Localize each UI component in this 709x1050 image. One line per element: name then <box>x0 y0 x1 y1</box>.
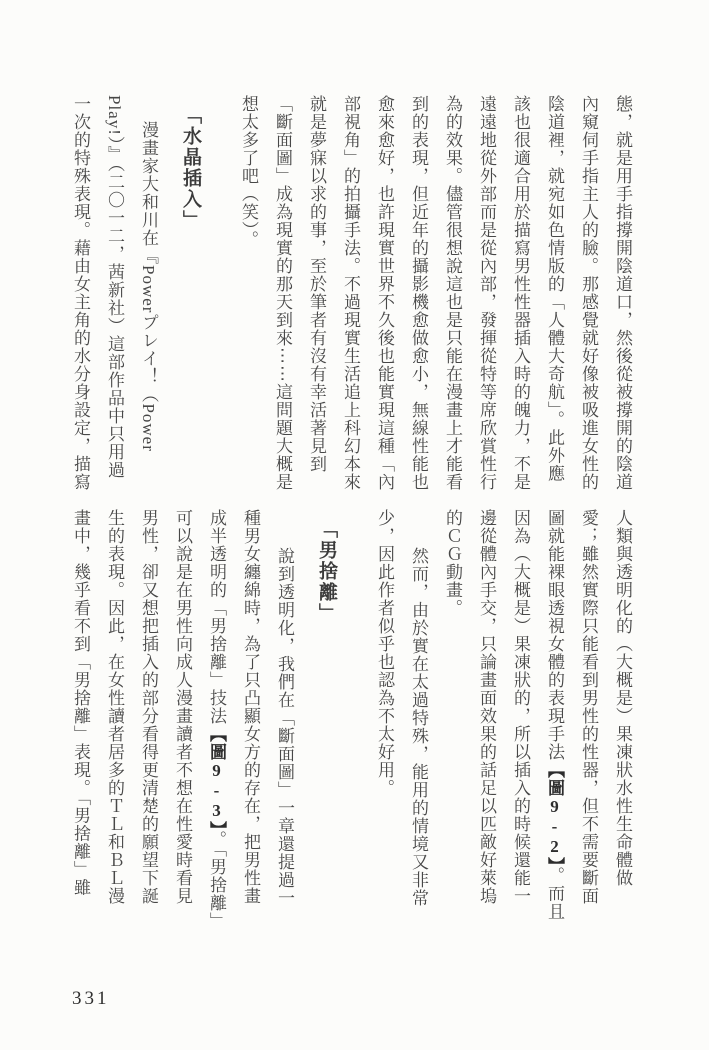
text-run: Play!）』（二〇一二，茜新社）這部作品中只用過 <box>105 95 124 479</box>
text-run: 態，就是用手指撐開陰道口，然後從被撐開的陰道 <box>613 95 632 491</box>
text-run: 為的效果。儘管很想說這也是只能在漫畫上才能看 <box>443 95 462 491</box>
text-column <box>401 95 435 515</box>
text-run: 到的表現，但近年的攝影機愈做愈小，無線性能也 <box>409 95 428 491</box>
text-run: 陰道裡，就宛如色情版的「人體大奇航」。此外應 <box>545 95 564 483</box>
text-column <box>503 509 537 937</box>
text-run: 想太多了吧（笑）。 <box>239 95 258 249</box>
page-number: 331 <box>72 988 110 1009</box>
figure-reference: 【圖9-2】 <box>545 761 564 867</box>
text-column <box>503 95 537 515</box>
text-column <box>231 95 265 515</box>
text-column <box>605 95 639 515</box>
text-run: 。「男捨離」 <box>207 830 226 930</box>
text-run: 愈來愈好，也許現實世界不久後也能實現這種「內 <box>375 95 394 491</box>
text-run: 該也很適合用於描寫男性性器插入時的魄力，不是 <box>511 95 530 491</box>
text-column <box>265 95 299 515</box>
text-column <box>401 547 435 937</box>
text-run: 邊從體內手交，只論畫面效果的話足以匹敵好萊塢 <box>477 509 496 905</box>
text-column <box>537 509 571 937</box>
text-run: 說到透明化，我們在「斷面圖」一章還提過一 <box>275 547 294 907</box>
text-run: 少，因此作者似乎也認為不太好用。 <box>375 509 394 797</box>
text-section-top <box>63 95 639 515</box>
text-column <box>233 509 267 937</box>
text-column <box>131 509 165 937</box>
text-run: 「水晶插入」 <box>180 105 201 231</box>
text-run: 部視角」的拍攝手法。不過現實生活追上科幻本來 <box>341 95 360 491</box>
text-column <box>571 509 605 937</box>
text-column <box>469 95 503 515</box>
text-run: 可以說是在男性向成人漫畫讀者不想在性愛時看見 <box>173 509 192 905</box>
text-column <box>333 95 367 515</box>
text-run: 生的表現。因此，在女性讀者居多的ＴＬ和ＢＬ漫 <box>105 509 124 905</box>
text-run: 。而且 <box>545 866 564 921</box>
text-column <box>267 547 301 937</box>
text-column <box>605 509 639 937</box>
text-column <box>199 509 233 937</box>
text-column <box>63 509 97 937</box>
figure-reference: 【圖9-3】 <box>207 725 226 831</box>
text-column <box>435 509 469 937</box>
text-run: 一次的特殊表現。藉由女主角的水分身設定，描寫 <box>71 95 90 491</box>
text-run: 男性，卻又想把插入的部分看得更清楚的願望下誕 <box>139 509 158 905</box>
text-run: 「斷面圖」成為現實的那天到來⋯⋯這問題大概是 <box>273 95 292 491</box>
text-column <box>571 95 605 515</box>
text-run: 因為（大概是）果凍狀的，所以插入的時候還能一 <box>511 509 530 905</box>
text-column <box>537 95 571 515</box>
text-run: 成半透明的「男捨離」技法 <box>207 509 226 725</box>
text-section-bottom <box>63 509 639 937</box>
text-column <box>367 509 401 937</box>
text-column <box>97 509 131 937</box>
text-column <box>299 95 333 515</box>
text-run: 漫畫家大和川在『Powerプレイ！（Power <box>139 121 158 452</box>
text-run: 種男女纏綿時，為了只凸顯女方的存在，把男性畫 <box>241 509 260 905</box>
text-column <box>131 121 165 515</box>
text-column <box>165 509 199 937</box>
text-run: 人類與透明化的（大概是）果凍狀水性生命體做 <box>613 509 632 887</box>
text-run: 愛；雖然實際只能看到男性的性器，但不需要斷面 <box>579 509 598 905</box>
text-run: 就是夢寐以求的事，至於筆者有沒有幸活著見到 <box>307 95 326 473</box>
text-run: 然而，由於實在太過特殊，能用的情境又非常 <box>409 547 428 907</box>
text-column <box>63 95 97 515</box>
section-heading <box>313 519 339 937</box>
text-run: 內窺伺手指主人的臉。那感覺就好像被吸進女性的 <box>579 95 598 491</box>
text-run: 畫中，幾乎看不到「男捨離」表現。「男捨離」雖 <box>71 509 90 897</box>
text-run: 圖就能裸眼透視女體的表現手法 <box>545 509 564 761</box>
text-column <box>469 509 503 937</box>
text-column <box>367 95 401 515</box>
text-run: 遠遠地從外部而是從內部，發揮從特等席欣賞性行 <box>477 95 496 491</box>
text-column <box>435 95 469 515</box>
text-column <box>97 95 131 515</box>
section-heading <box>177 105 203 515</box>
text-run: 的ＣＧ動畫。 <box>443 509 462 617</box>
text-run: 「男捨離」 <box>316 519 337 624</box>
